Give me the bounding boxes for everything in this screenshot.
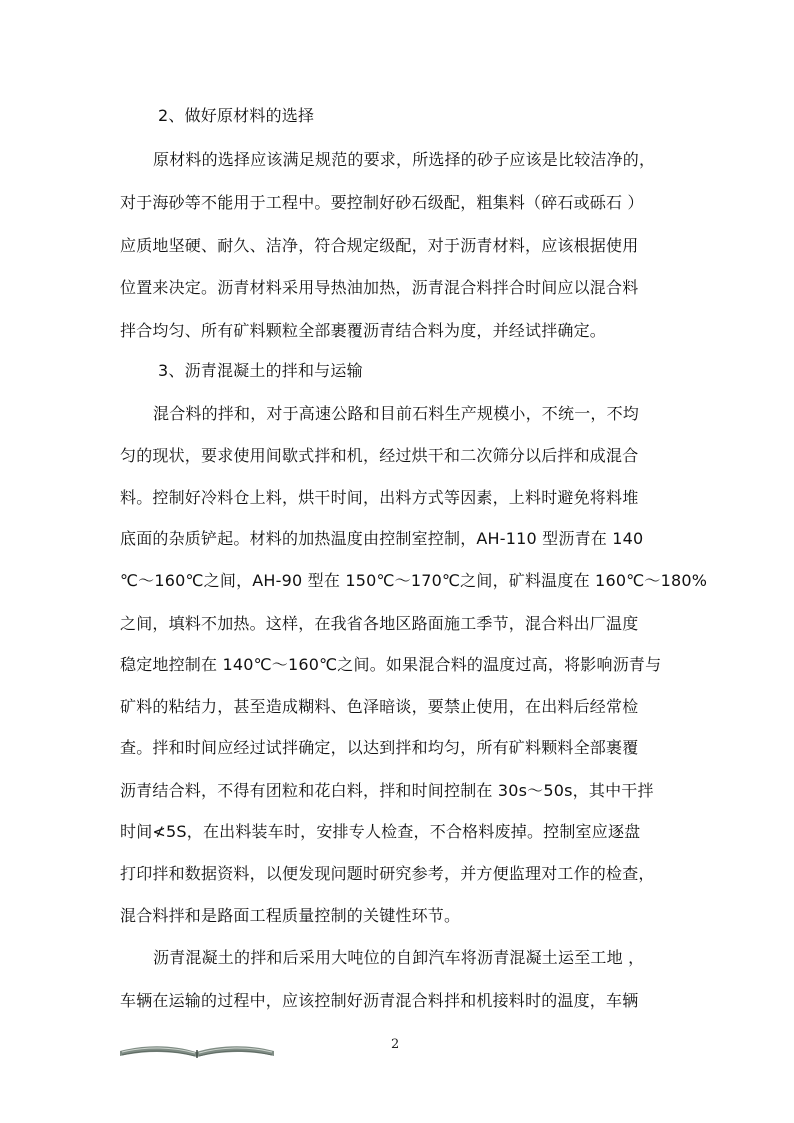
paragraph-line: 位置来决定。沥青材料采用导热油加热，沥青混合料拌合时间应以混合料 [120, 278, 639, 297]
paragraph-line: 打印拌和数据资料，以便发现问题时研究参考，并方便监理对工作的检查， [120, 864, 655, 883]
paragraph-line: 稳定地控制在 140℃～160℃之间。如果混合料的温度过高，将影响沥青与 [120, 655, 662, 674]
section-heading-material-selection: 2、做好原材料的选择 [158, 106, 315, 125]
paragraph-line: 沥青结合料，不得有团粒和花白料，拌和时间控制在 30s～50s，其中干拌 [120, 781, 654, 800]
paragraph-line: 应质地坚硬、耐久、洁净，符合规定级配，对于沥青材料，应该根据使用 [120, 236, 639, 255]
paragraph-line: 之间，填料不加热。这样，在我省各地区路面施工季节，混合料出厂温度 [120, 614, 639, 633]
paragraph-line: 拌合均匀、所有矿料颗粒全部裹覆沥青结合料为度，并经试拌确定。 [120, 321, 607, 340]
paragraph-line: 矿料的粘结力，甚至造成糊料、色泽暗谈，要禁止使用，在出料后经常检 [120, 697, 639, 716]
paragraph-line: ℃～160℃之间，AH-90 型在 150℃～170℃之间，矿料温度在 160℃～180% [120, 571, 708, 590]
paragraph-line: 原材料的选择应该满足规范的要求，所选择的砂子应该是比较洁净的， [153, 150, 656, 169]
paragraph-line: 车辆在运输的过程中，应该控制好沥青混合料拌和机接料时的温度，车辆 [120, 991, 639, 1010]
paragraph-line: 对于海砂等不能用于工程中。要控制好砂石级配，粗集料（碎石或砾石 ） [120, 193, 644, 212]
paragraph-line: 查。拌和时间应经过试拌确定，以达到拌和均匀，所有矿料颗料全部裹覆 [120, 738, 639, 757]
page-number: 2 [391, 1037, 400, 1052]
section-heading-mixing-transport: 3、沥青混凝土的拌和与运输 [158, 361, 363, 380]
paragraph-line: 匀的现状，要求使用间歇式拌和机，经过烘干和二次筛分以后拌和成混合 [120, 446, 639, 465]
paragraph-line: 底面的杂质铲起。材料的加热温度由控制室控制，AH-110 型沥青在 140 [120, 529, 644, 548]
open-book-icon [118, 1038, 276, 1060]
paragraph-line: 料。控制好冷料仓上料，烘干时间，出料方式等因素，上料时避免将料堆 [120, 488, 639, 507]
paragraph-line: 时间≮5S，在出料装车时，安排专人检查，不合格料废掉。控制室应逐盘 [120, 822, 641, 841]
paragraph-line: 混合料拌和是路面工程质量控制的关键性环节。 [120, 906, 461, 925]
paragraph-line: 混合料的拌和，对于高速公路和目前石料生产规模小，不统一，不均 [153, 404, 640, 423]
paragraph-line: 沥青混凝土的拌和后采用大吨位的自卸汽车将沥青混凝土运至工地 ， [153, 948, 645, 967]
